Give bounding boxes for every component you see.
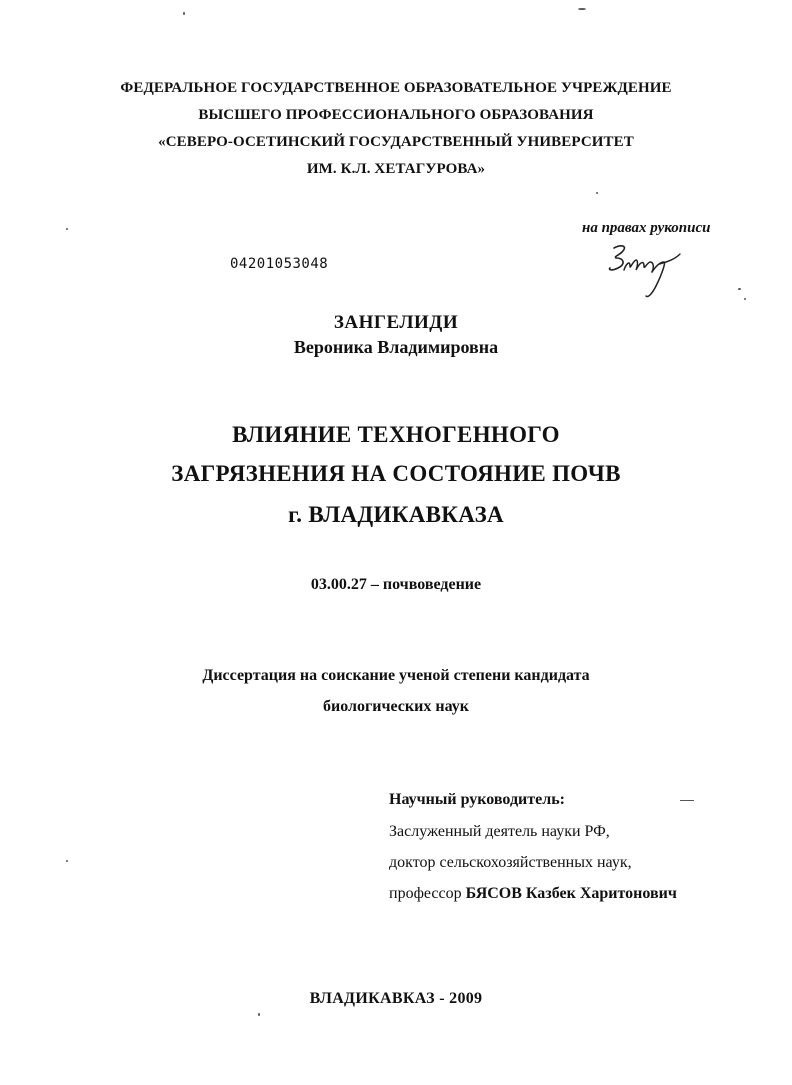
- city-year-footer: ВЛАДИКАВКАЗ - 2009: [309, 990, 483, 1007]
- dissertation-line-2: биологических наук: [323, 698, 469, 715]
- institution-line-2: ВЫСШЕГО ПРОФЕССИОНАЛЬНОГО ОБРАЗОВАНИЯ: [198, 107, 594, 123]
- title-line-3: г. ВЛАДИКАВКАЗА: [288, 502, 504, 527]
- scan-speck: [578, 8, 586, 10]
- manuscript-note: на правах рукописи: [582, 220, 711, 236]
- specialty: 03.00.27 – почвоведение: [310, 576, 482, 593]
- supervisor-title-prefix: профессор: [389, 885, 462, 902]
- scan-speck: [680, 800, 694, 801]
- catalog-number: 04201053048: [230, 256, 329, 272]
- author-given-names: Вероника Владимировна: [293, 337, 499, 357]
- supervisor-line-1: Заслуженный деятель науки РФ,: [389, 823, 610, 840]
- dissertation-line-1: Диссертация на соискание ученой степени кандидата: [202, 667, 590, 684]
- supervisor-line-3: [389, 885, 677, 903]
- supervisor-name: БЯСОВ Казбек Харитонович: [465, 885, 677, 902]
- supervisor-heading: [389, 791, 565, 809]
- scan-speck: [66, 860, 68, 862]
- scan-speck: [596, 192, 598, 194]
- title-line-1: ВЛИЯНИЕ ТЕХНОГЕННОГО: [232, 422, 560, 447]
- scan-speck: [183, 12, 185, 15]
- scan-speck: [258, 1013, 260, 1016]
- author-surname: ЗАНГЕЛИДИ: [333, 312, 459, 333]
- institution-line-3: «СЕВЕРО-ОСЕТИНСКИЙ ГОСУДАРСТВЕННЫЙ УНИВЕРСИТЕТ: [158, 134, 634, 150]
- scan-speck: [738, 288, 741, 290]
- scan-speck: [744, 298, 746, 300]
- institution-line-4: ИМ. К.Л. ХЕТАГУРОВА»: [306, 161, 486, 177]
- title-line-2: ЗАГРЯЗНЕНИЯ НА СОСТОЯНИЕ ПОЧВ: [171, 461, 621, 486]
- supervisor-heading-text: Научный руководитель:: [389, 791, 565, 808]
- handwritten-signature: [600, 240, 690, 302]
- supervisor-line-2: доктор сельскохозяйственных наук,: [389, 854, 632, 871]
- scan-speck: [66, 228, 68, 230]
- institution-line-1: ФЕДЕРАЛЬНОЕ ГОСУДАРСТВЕННОЕ ОБРАЗОВАТЕЛЬНОЕ УЧРЕЖДЕНИЕ: [120, 80, 672, 96]
